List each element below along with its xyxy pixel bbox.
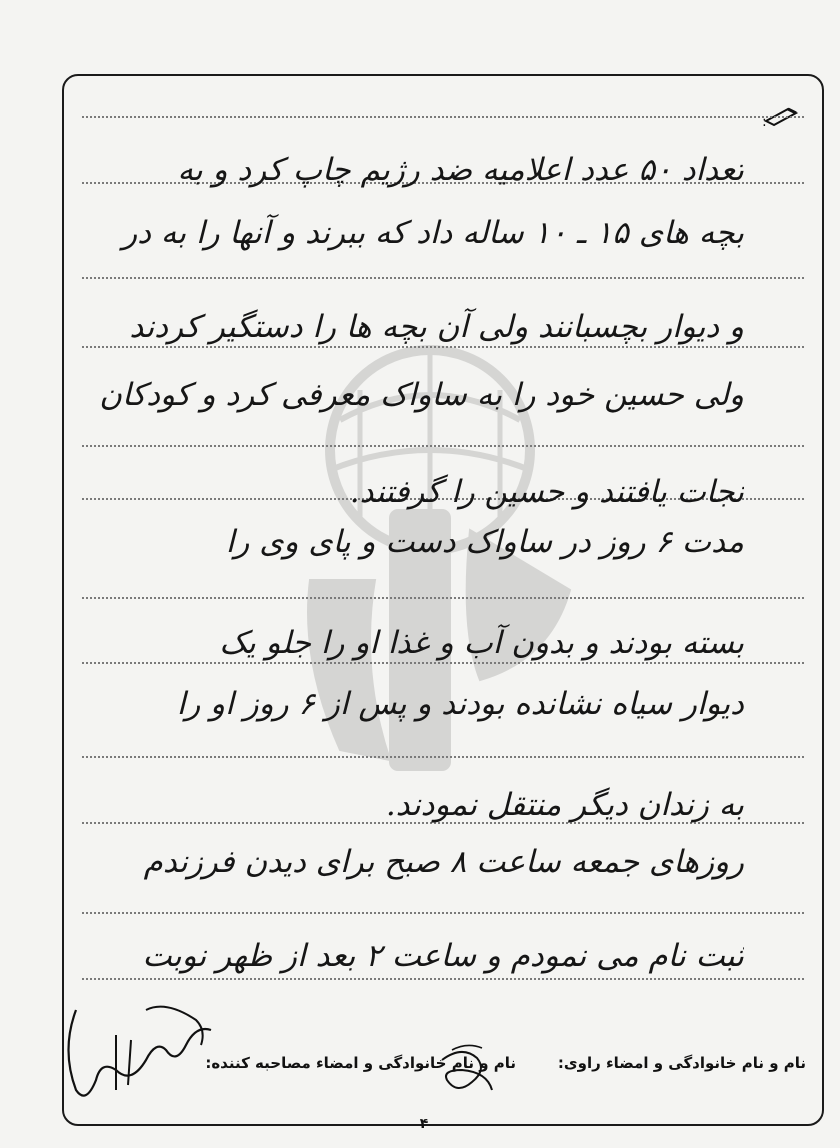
handwritten-line: روزهای جمعه ساعت ۸ صبح برای دیدن فرزندم [143,844,744,880]
handwritten-line: تعداد ۵۰ عدد اعلامیه ضد رژیم چاپ کرد و به [177,152,744,188]
narrator-name-label: نام و نام خانوادگی و امضاء راوی: [557,1054,806,1072]
svg-text::: : [762,114,767,127]
ruled-line [82,756,804,758]
handwritten-line: به زندان دیگر منتقل نمودند. [385,787,744,823]
ruled-line [82,116,804,118]
ruled-line [82,597,804,599]
pen-icon [762,103,802,127]
handwritten-line: نجات یافتند و حسین را گرفتند. [349,474,744,510]
page-number: ۴ [419,1116,429,1132]
ruled-line [82,445,804,447]
handwritten-line: ولی حسین خود را به ساواک معرفی کرد و کودکان [99,377,744,413]
ruled-line [82,912,804,914]
ruled-line [82,978,804,980]
interviewer-name-label: نام و نام خانوادگی و امضاء مصاحبه کننده: [205,1054,516,1072]
handwritten-line: ثبت نام می نمودم و ساعت ۲ بعد از ظهر نوبت [142,938,744,974]
interviewer-signature [432,1040,504,1104]
handwritten-line: بسته بودند و بدون آب و غذا او را جلو یک [219,625,744,661]
handwritten-line: و دیوار بچسبانند ولی آن بچه ها را دستگیر کردند [129,309,744,345]
handwritten-line: دیوار سیاه نشانده بودند و پس از ۶ روز او را [176,686,744,722]
handwritten-line: مدت ۶ روز در ساواک دست و پای وی را [225,524,744,560]
narrator-signature [56,990,226,1110]
ruled-line [82,277,804,279]
handwritten-line: بچه های ۱۵ ـ ۱۰ ساله داد که ببرند و آنها را به در [122,215,744,251]
